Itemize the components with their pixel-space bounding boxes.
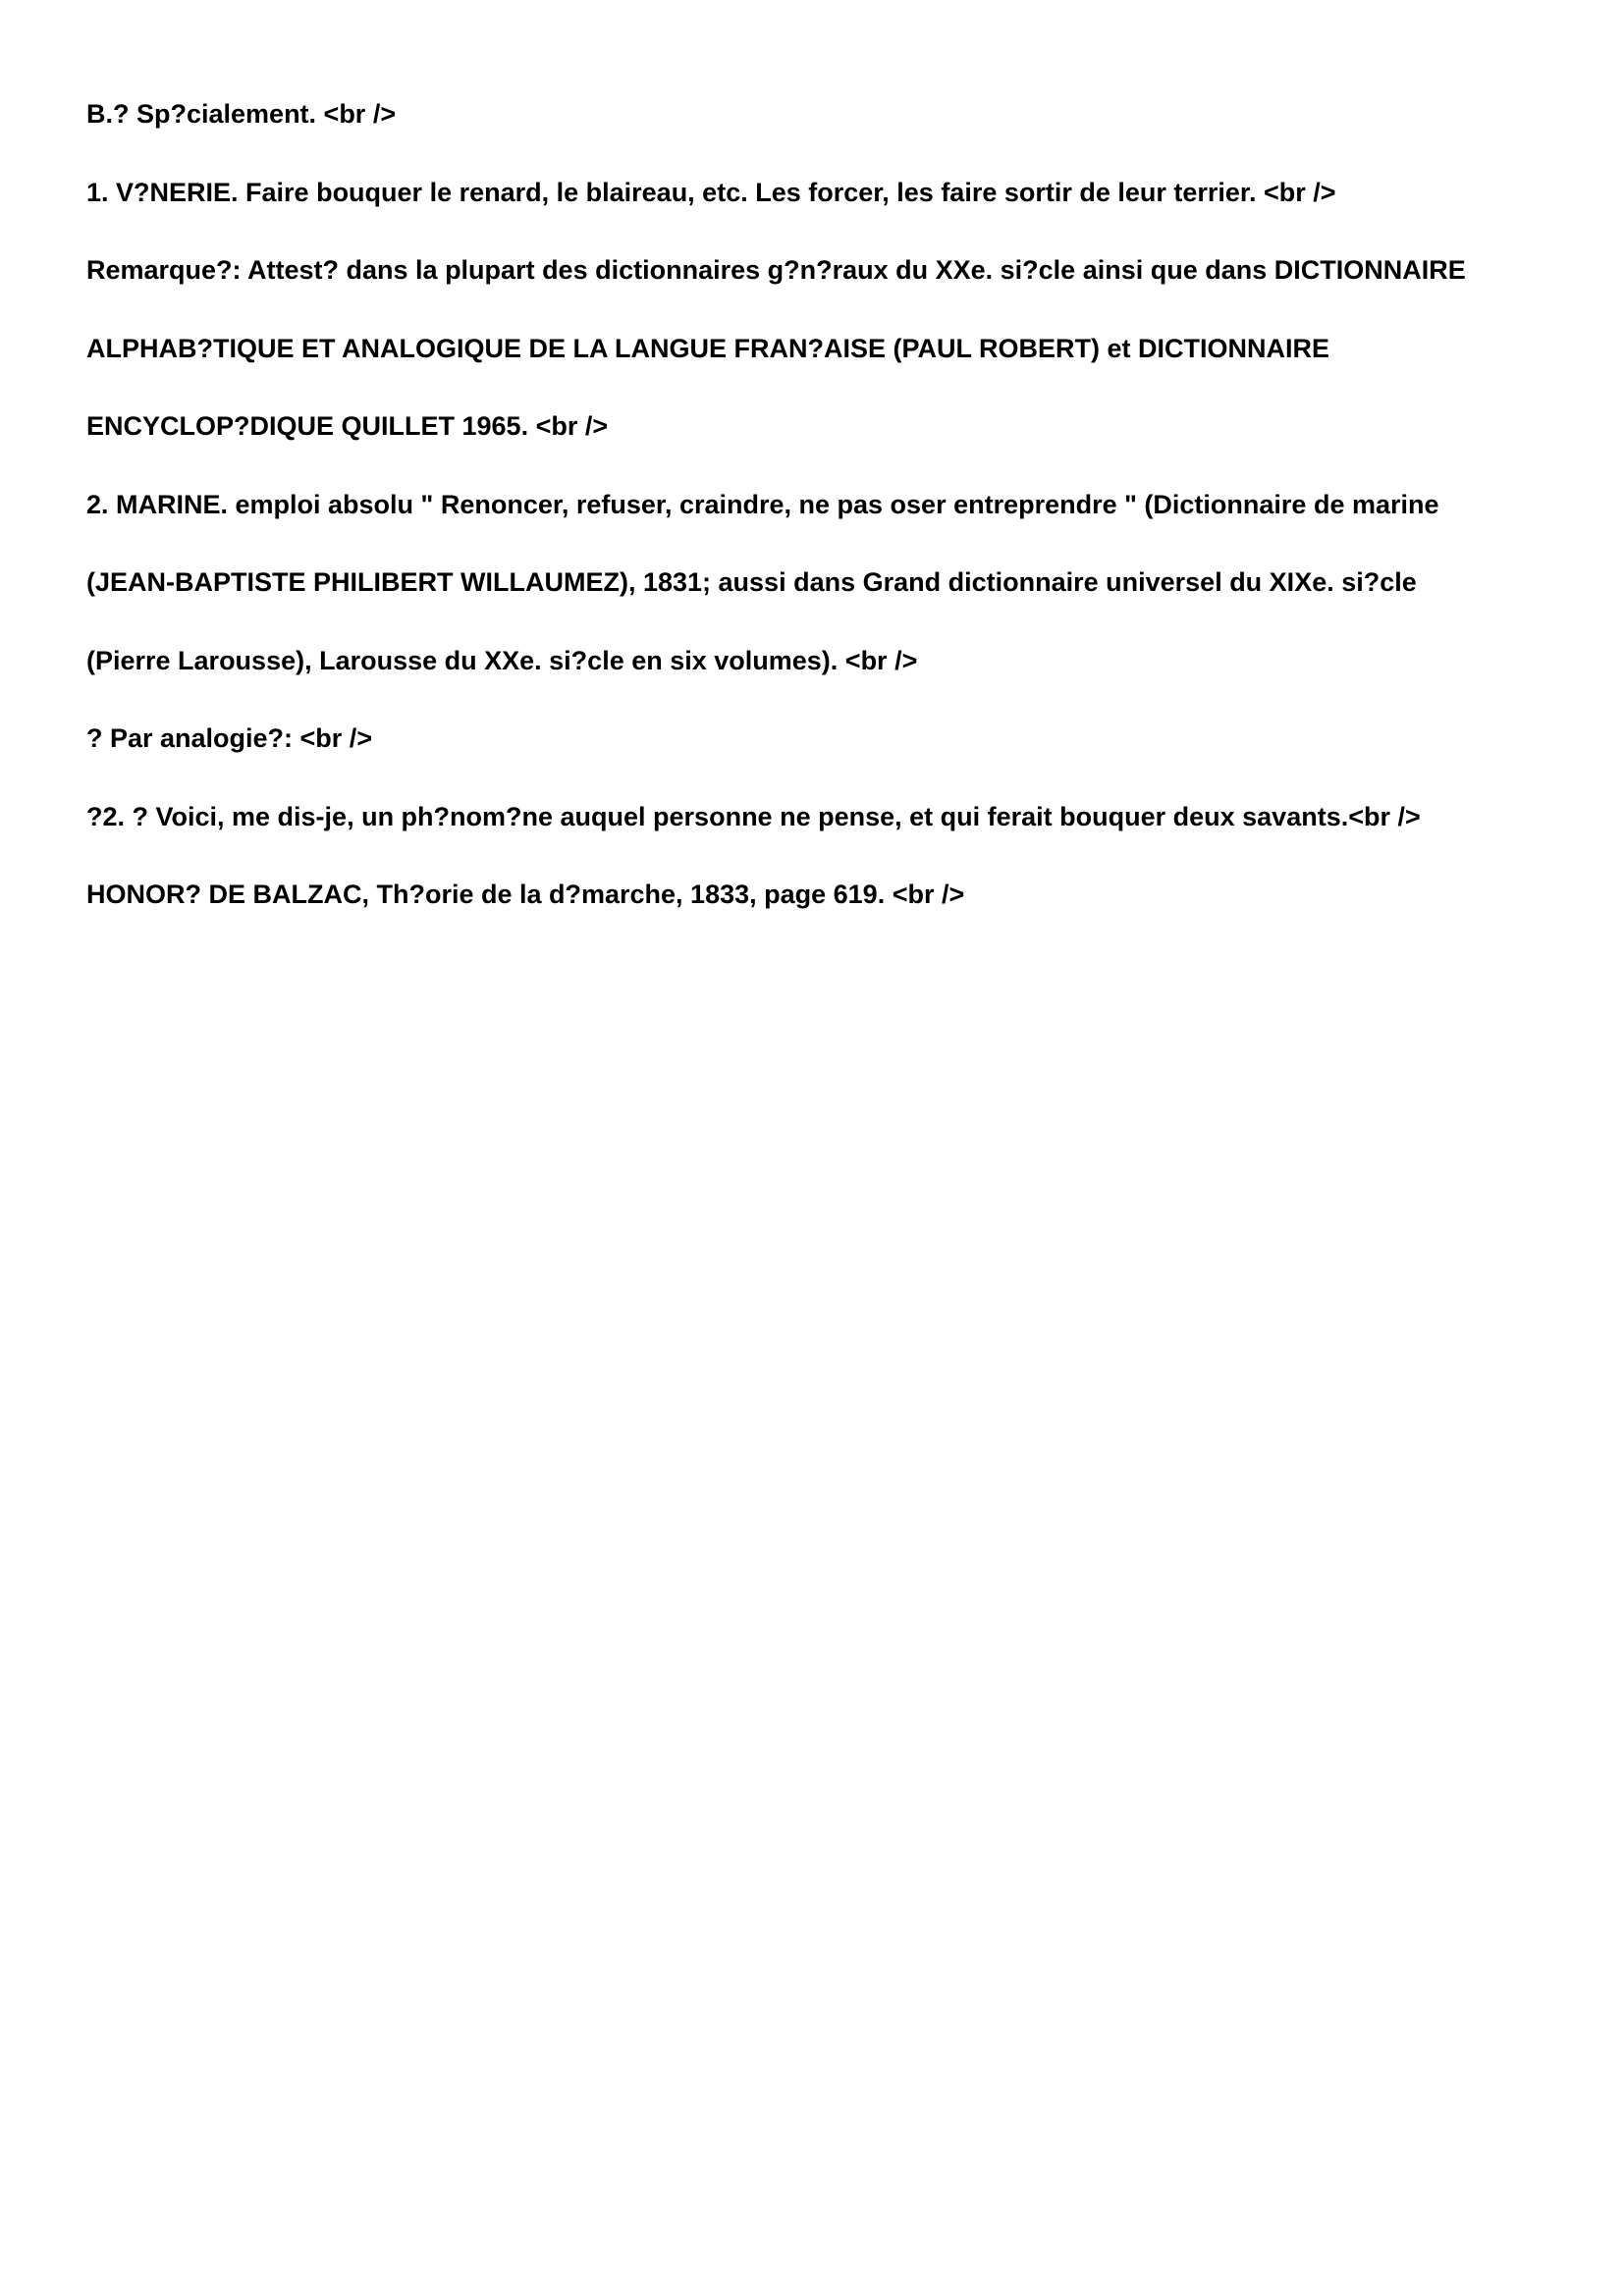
definition-venerie: 1. V?NERIE. Faire bouquer le renard, le blaireau, etc. Les forcer, les faire sortir de leur terrier. <br />	[86, 178, 1336, 207]
definition-marine-line-1: 2. MARINE. emploi absolu " Renoncer, refuser, craindre, ne pas oser entreprendre " (Dictionnaire de marine	[86, 490, 1439, 519]
section-heading: B.? Sp?cialement. <br />	[86, 99, 397, 129]
quotation: ?2. ? Voici, me dis-je, un ph?nom?ne auquel personne ne pense, et qui ferait bouquer deux savants.<br />	[86, 802, 1421, 831]
remark-line-1: Remarque?: Attest? dans la plupart des dictionnaires g?n?raux du XXe. si?cle ainsi que dans DICTIONNAIRE	[86, 255, 1466, 285]
remark-line-3: ENCYCLOP?DIQUE QUILLET 1965. <br />	[86, 411, 609, 441]
definition-marine-line-3: (Pierre Larousse), Larousse du XXe. si?cle en six volumes). <br />	[86, 646, 918, 675]
quotation-source: HONOR? DE BALZAC, Th?orie de la d?marche, 1833, page 619. <br />	[86, 880, 965, 909]
definition-marine-line-2: (JEAN-BAPTISTE PHILIBERT WILLAUMEZ), 1831; aussi dans Grand dictionnaire universel du XIXe. si?cle	[86, 567, 1417, 597]
remark-line-2: ALPHAB?TIQUE ET ANALOGIQUE DE LA LANGUE FRAN?AISE (PAUL ROBERT) et DICTIONNAIRE	[86, 334, 1329, 363]
analogy-heading: ? Par analogie?: <br />	[86, 723, 373, 753]
